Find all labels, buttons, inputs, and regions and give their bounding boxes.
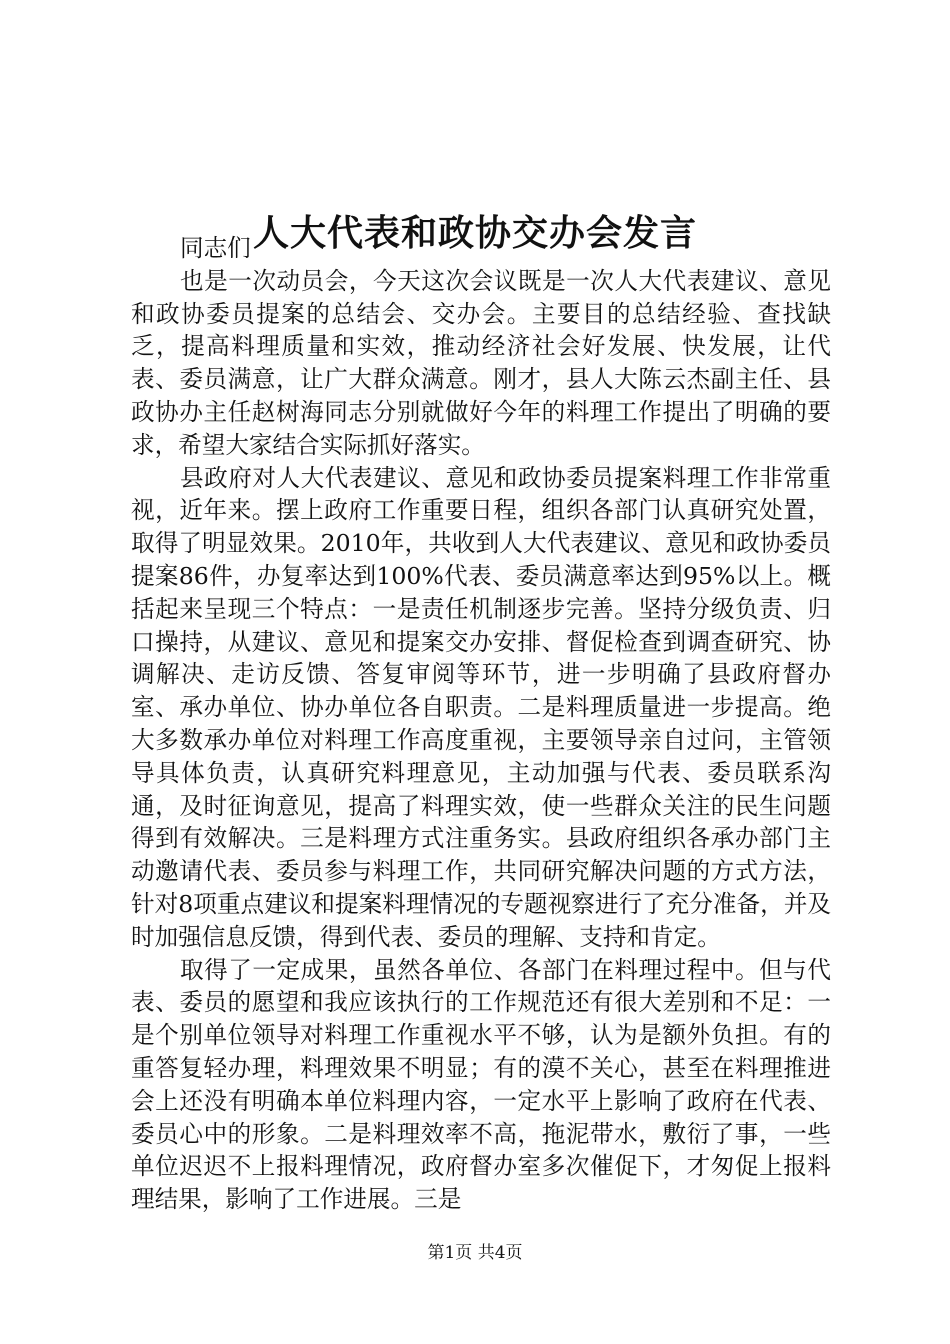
document-title: 人大代表和政协交办会发言 (252, 212, 697, 255)
paragraph: 也是一次动员会，今天这次会议既是一次人大代表建议、意见和政协委员提案的总结会、交办会。主要目的总结经验、查找缺乏，提高料理质量和实效，推动经济社会好发展、快发展，让代表、委员满意，让广大群众满意。刚才，县人大陈云杰副主任、县政协办主任赵树海同志分别就做好今年的料理工作提出了明确的要求，希望大家结合实际抓好落实。 (131, 266, 831, 459)
page-footer: 第1页 共4页 (427, 1243, 523, 1263)
paragraph: 取得了一定成果，虽然各单位、各部门在料理过程中。但与代表、委员的愿望和我应该执行的工作规范还有很大差别和不足：一是个别单位领导对料理工作重视水平不够，认为是额外负担。有的重答复轻办理，料理效果不明显；有的漠不关心，甚至在料理推进会上还没有明确本单位料理内容，一定水平上影响了政府在代表、委员心中的形象。二是料理效率不高，拖泥带水，敷衍了事，一些单位迟迟不上报料理情况，政府督办室多次催促下，才匆促上报料理结果，影响了工作进展。三是 (131, 955, 831, 1214)
document-body (131, 232, 831, 1216)
paragraph: 县政府对人大代表建议、意见和政协委员提案料理工作非常重视，近年来。摆上政府工作重要日程，组织各部门认真研究处置，取得了明显效果。2010年，共收到人大代表建议、意见和政协委员提案86件，办复率达到100%代表、委员满意率达到95%以上。概括起来呈现三个特点：一是责任机制逐步完善。坚持分级负责、归口操持，从建议、意见和提案交办安排、督促检查到调查研究、协调解决、走访反馈、答复审阅等环节，进一步明确了县政府督办室、承办单位、协办单位各自职责。二是料理质量进一步提高。绝大多数承办单位对料理工作高度重视，主要领导亲自过问，主管领导具体负责，认真研究料理意见，主动加强与代表、委员联系沟通，及时征询意见，提高了料理实效，使一些群众关注的民生问题得到有效解决。三是料理方式注重务实。县政府组织各承办部门主动邀请代表、委员参与料理工作，共同研究解决问题的方式方法，针对8项重点建议和提案料理情况的专题视察进行了充分准备，并及时加强信息反馈，得到代表、委员的理解、支持和肯定。 (131, 463, 831, 951)
salutation: 同志们 (180, 234, 251, 262)
